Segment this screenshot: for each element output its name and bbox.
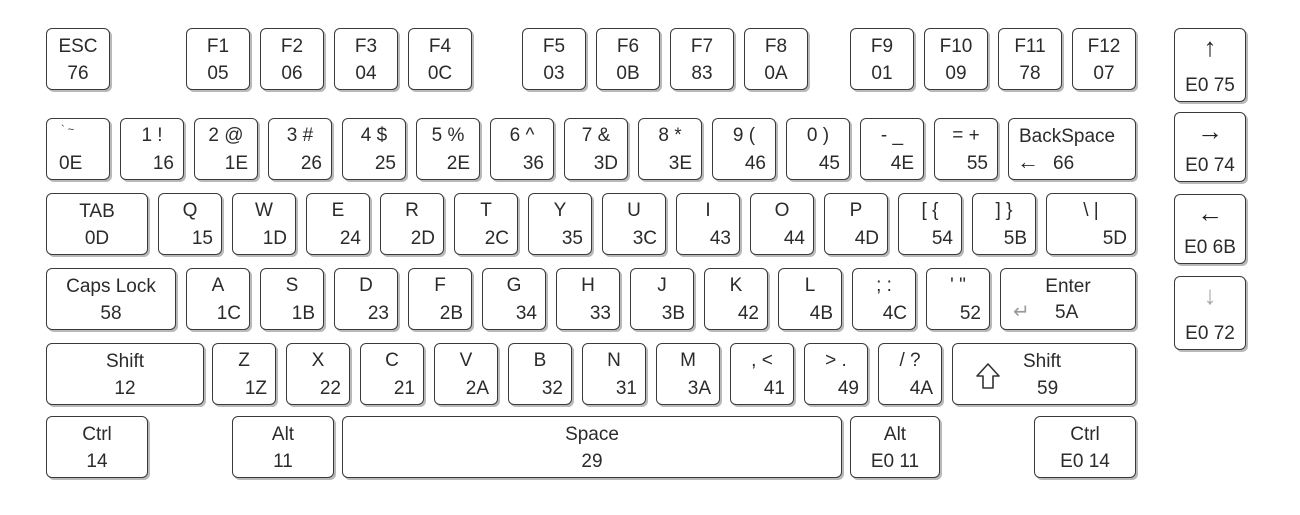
key-code: 4C (882, 303, 907, 324)
key-code: 42 (737, 303, 759, 324)
key-code: 0E (59, 153, 83, 174)
key-label: Shift (1023, 351, 1062, 372)
key-code: E0 75 (1185, 75, 1235, 96)
key-label: 3 # (286, 125, 314, 146)
key-label: - _ (880, 125, 904, 146)
key-l[interactable] (778, 268, 842, 330)
key-r[interactable] (380, 193, 444, 255)
key-backspace[interactable] (1008, 118, 1136, 180)
key-right-bracket[interactable] (972, 193, 1036, 255)
key-label: F7 (690, 36, 714, 57)
key-p[interactable] (824, 193, 888, 255)
key-code: 3D (593, 153, 618, 174)
key-label: T (480, 200, 492, 221)
key-t[interactable] (454, 193, 518, 255)
key-code: E0 74 (1185, 155, 1235, 176)
key-code: 22 (319, 378, 341, 399)
key-k[interactable] (704, 268, 768, 330)
key-backslash[interactable] (1046, 193, 1136, 255)
key-label: L (804, 275, 816, 296)
key-label: B (533, 350, 547, 371)
key-code: 41 (763, 378, 785, 399)
key-code: 21 (393, 378, 415, 399)
key-b[interactable] (508, 343, 572, 405)
key-label: I (705, 200, 711, 221)
key-arrow-down[interactable] (1174, 276, 1246, 350)
key-w[interactable] (232, 193, 296, 255)
key-code: 14 (86, 451, 108, 472)
key-code: 33 (589, 303, 611, 324)
key-code: 5A (1055, 302, 1079, 323)
key-code: 5B (1003, 228, 1027, 249)
key-label: ESC (58, 36, 98, 57)
key-code: 07 (1093, 63, 1115, 84)
key-label: F4 (428, 36, 452, 57)
key-label: 0 ) (806, 125, 830, 146)
key-code: 5D (1102, 228, 1127, 249)
key-label: ; : (876, 275, 892, 296)
key-code: 34 (515, 303, 537, 324)
key-f3[interactable] (334, 28, 398, 90)
key-code: 3E (668, 153, 692, 174)
key-label: 2 @ (208, 125, 244, 146)
key-code: 2C (484, 228, 509, 249)
key-i[interactable] (676, 193, 740, 255)
key-code: 54 (931, 228, 953, 249)
key-label: C (385, 350, 399, 371)
key-code: 25 (374, 153, 396, 174)
key-code: 24 (339, 228, 361, 249)
key-f9[interactable] (850, 28, 914, 90)
key-f[interactable] (408, 268, 472, 330)
key-label: Alt (883, 424, 907, 445)
key-label: P (849, 200, 863, 221)
key-label: 7 & (581, 125, 611, 146)
key-f7[interactable] (670, 28, 734, 90)
key-code: 16 (152, 153, 174, 174)
key-code: 46 (744, 153, 766, 174)
key-code: 1B (291, 303, 315, 324)
key-q[interactable] (158, 193, 222, 255)
key-code: 0A (764, 63, 788, 84)
key-f6[interactable] (596, 28, 660, 90)
key-arrow-left[interactable] (1174, 194, 1246, 264)
key-label: F1 (206, 36, 230, 57)
key-code: 32 (541, 378, 563, 399)
key-label: G (506, 275, 522, 296)
key-j[interactable] (630, 268, 694, 330)
key-label: = + (952, 125, 980, 146)
key-f10[interactable] (924, 28, 988, 90)
key-code: 11 (273, 451, 293, 472)
key-enter[interactable] (1000, 268, 1136, 330)
key-left-shift[interactable] (46, 343, 204, 405)
key-code: 3C (632, 228, 657, 249)
key-label: > . (825, 350, 847, 371)
key-c[interactable] (360, 343, 424, 405)
key-code: 12 (114, 378, 136, 399)
key-label: Y (553, 200, 567, 221)
key-backtick[interactable] (46, 118, 110, 180)
key-a[interactable] (186, 268, 250, 330)
key-label: F9 (870, 36, 894, 57)
key-x[interactable] (286, 343, 350, 405)
key-label: U (627, 200, 641, 221)
key-code: 52 (959, 303, 981, 324)
key-label: Space (565, 424, 619, 445)
key-code: 05 (207, 63, 229, 84)
key-6[interactable] (490, 118, 554, 180)
key-label: F5 (542, 36, 566, 57)
key-code: 36 (522, 153, 544, 174)
key-code: 43 (709, 228, 731, 249)
key-right-ctrl[interactable] (1034, 416, 1136, 478)
shift-arrow-icon (975, 362, 1001, 390)
key-5[interactable] (416, 118, 480, 180)
key-label: / ? (899, 350, 921, 371)
key-7[interactable] (564, 118, 628, 180)
key-label: J (657, 275, 667, 296)
key-minus[interactable] (860, 118, 924, 180)
key-quote[interactable] (926, 268, 990, 330)
key-y[interactable] (528, 193, 592, 255)
key-label: V (459, 350, 473, 371)
key-f11[interactable] (998, 28, 1062, 90)
key-u[interactable] (602, 193, 666, 255)
key-f12[interactable] (1072, 28, 1136, 90)
key-label: ' " (950, 275, 966, 296)
key-code: 2A (465, 378, 489, 399)
key-f1[interactable] (186, 28, 250, 90)
key-code: 0D (84, 228, 110, 249)
key-code: 76 (67, 63, 89, 84)
key-label: 1 ! (141, 125, 163, 146)
key-code: 2B (439, 303, 463, 324)
key-code: 2E (446, 153, 470, 174)
key-code: 3A (687, 378, 711, 399)
key-label: Shift (105, 351, 145, 372)
key-g[interactable] (482, 268, 546, 330)
key-code: 06 (281, 63, 303, 84)
key-label: 6 ^ (509, 125, 535, 146)
key-label: Ctrl (82, 424, 112, 445)
key-code: 1Z (244, 378, 267, 399)
key-label: ] } (995, 200, 1013, 221)
key-code: 83 (691, 63, 713, 84)
arrow-left-icon: ← (1197, 198, 1223, 228)
key-o[interactable] (750, 193, 814, 255)
key-label: TAB (79, 201, 115, 222)
key-code: 0C (427, 63, 453, 84)
key-code: 58 (100, 303, 122, 324)
key-code: 4D (854, 228, 879, 249)
key-label: Caps Lock (66, 276, 156, 297)
key-code: 35 (561, 228, 583, 249)
key-code: 01 (871, 63, 893, 84)
key-code: 1C (216, 303, 241, 324)
key-code: 04 (355, 63, 377, 84)
key-code: E0 72 (1185, 323, 1235, 344)
key-label: F12 (1087, 36, 1121, 57)
key-right-alt[interactable] (850, 416, 940, 478)
key-left-alt[interactable] (232, 416, 334, 478)
key-label: F10 (939, 36, 973, 57)
key-code: E0 14 (1060, 451, 1110, 472)
key-label: A (211, 275, 225, 296)
key-label: F8 (764, 36, 788, 57)
key-code: 15 (191, 228, 213, 249)
key-label: Z (238, 350, 250, 371)
key-label: F6 (616, 36, 640, 57)
key-label: S (285, 275, 299, 296)
key-label: Q (182, 200, 198, 221)
key-s[interactable] (260, 268, 324, 330)
key-label: R (405, 200, 419, 221)
arrow-up-icon: ↑ (1203, 32, 1217, 62)
key-1[interactable] (120, 118, 184, 180)
key-label: E (331, 200, 345, 221)
key-code: 23 (367, 303, 389, 324)
key-4[interactable] (342, 118, 406, 180)
key-label: M (680, 350, 696, 371)
key-code: 45 (818, 153, 840, 174)
key-0[interactable] (786, 118, 850, 180)
key-label: ` ~ (61, 124, 75, 136)
key-label: K (729, 275, 743, 296)
key-3[interactable] (268, 118, 332, 180)
key-label: D (359, 275, 373, 296)
key-v[interactable] (434, 343, 498, 405)
key-code: 1E (224, 153, 248, 174)
key-label: X (311, 350, 325, 371)
key-code: 66 (1053, 153, 1075, 174)
key-label: [ { (921, 200, 939, 221)
key-label: F (434, 275, 446, 296)
key-esc[interactable] (46, 28, 110, 90)
key-label: N (607, 350, 621, 371)
key-f8[interactable] (744, 28, 808, 90)
key-d[interactable] (334, 268, 398, 330)
key-label: F11 (1014, 36, 1046, 57)
backspace-arrow-icon: ← (1017, 149, 1039, 174)
key-label: \ | (1083, 200, 1099, 221)
key-arrow-right[interactable] (1174, 112, 1246, 182)
key-code: 0B (616, 63, 640, 84)
key-label: H (581, 275, 595, 296)
key-code: 29 (581, 451, 603, 472)
key-z[interactable] (212, 343, 276, 405)
key-code: E0 6B (1184, 237, 1236, 258)
key-n[interactable] (582, 343, 646, 405)
key-label: 4 $ (360, 125, 388, 146)
key-semicolon[interactable] (852, 268, 916, 330)
key-label: F3 (354, 36, 378, 57)
key-code: E0 11 (870, 451, 920, 472)
key-label: W (255, 200, 273, 221)
key-code: 49 (837, 378, 859, 399)
key-f4[interactable] (408, 28, 472, 90)
key-label: O (774, 200, 790, 221)
key-2[interactable] (194, 118, 258, 180)
key-period[interactable] (804, 343, 868, 405)
arrow-right-icon: → (1197, 116, 1223, 146)
key-f2[interactable] (260, 28, 324, 90)
key-label: 8 * (658, 125, 682, 146)
key-label: 9 ( (732, 125, 756, 146)
key-label: 5 % (431, 125, 465, 146)
key-equals[interactable] (934, 118, 998, 180)
key-code: 1D (262, 228, 287, 249)
key-tab[interactable] (46, 193, 148, 255)
key-code: 2D (410, 228, 435, 249)
key-left-ctrl[interactable] (46, 416, 148, 478)
key-code: 59 (1037, 378, 1059, 399)
key-code: 3B (661, 303, 685, 324)
key-code: 55 (966, 153, 988, 174)
key-slash[interactable] (878, 343, 942, 405)
key-comma[interactable] (730, 343, 794, 405)
key-label: F2 (280, 36, 304, 57)
key-caps-lock[interactable] (46, 268, 176, 330)
return-arrow-icon: ↵ (1013, 301, 1030, 323)
key-code: 31 (615, 378, 637, 399)
key-m[interactable] (656, 343, 720, 405)
key-e[interactable] (306, 193, 370, 255)
key-label: BackSpace (1019, 126, 1116, 147)
arrow-down-icon: ↓ (1203, 280, 1217, 310)
key-code: 09 (945, 63, 967, 84)
key-8[interactable] (638, 118, 702, 180)
key-label: Alt (271, 424, 295, 445)
key-code: 4E (890, 153, 914, 174)
key-code: 78 (1019, 63, 1041, 84)
key-h[interactable] (556, 268, 620, 330)
key-label: Enter (1045, 276, 1091, 297)
key-code: 4B (809, 303, 833, 324)
key-9[interactable] (712, 118, 776, 180)
key-code: 4A (909, 378, 933, 399)
key-code: 26 (300, 153, 322, 174)
key-right-shift[interactable] (952, 343, 1136, 405)
key-f5[interactable] (522, 28, 586, 90)
key-code: 03 (543, 63, 565, 84)
key-left-bracket[interactable] (898, 193, 962, 255)
key-label: Ctrl (1070, 424, 1100, 445)
key-space[interactable] (342, 416, 842, 478)
key-label: , < (751, 350, 773, 371)
key-arrow-up[interactable] (1174, 28, 1246, 102)
key-code: 44 (783, 228, 805, 249)
